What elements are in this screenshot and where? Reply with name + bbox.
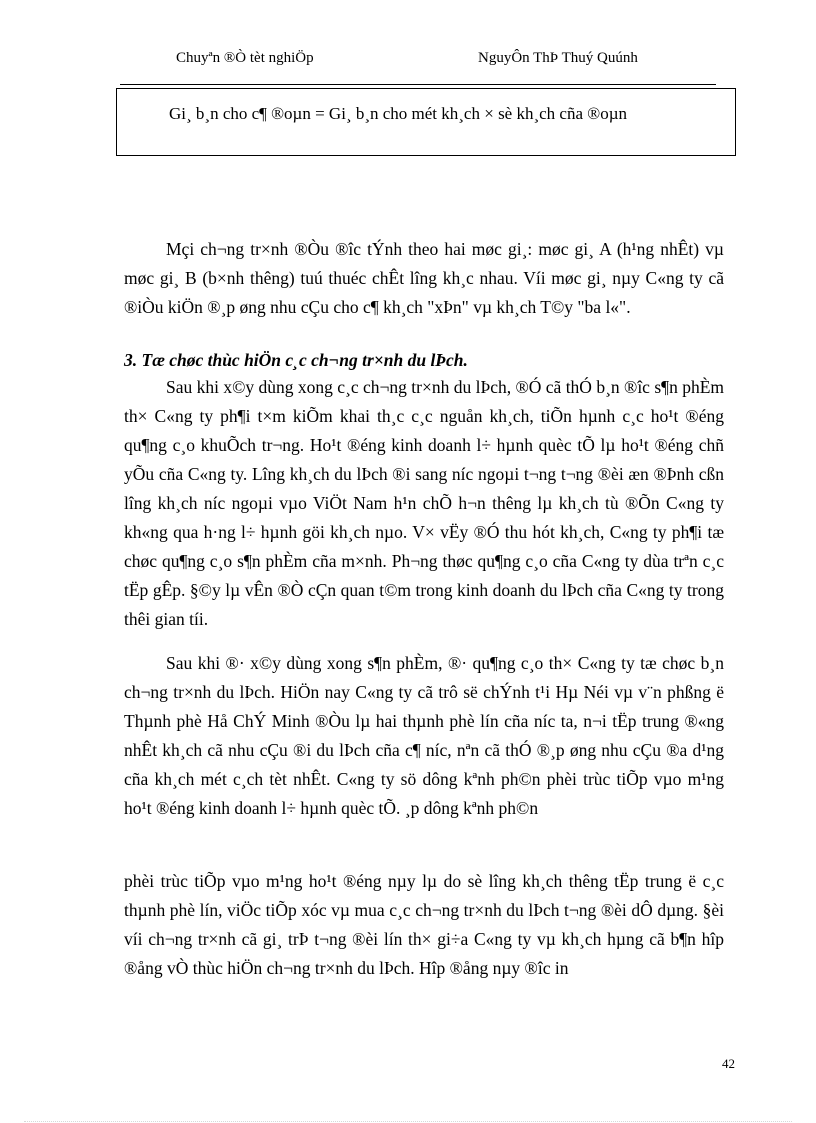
paragraph-4-text: phèi trùc tiÕp vµo m¹ng ho¹t ®éng nµy lµ do sè lîng kh¸ch thêng tËp trung ë c¸c thµnh phè lín, viÖc tiÕp xóc vµ mua c¸c ch¬ng tr×nh du lÞch t¬ng ®èi dÔ dµng. §èi víi ch¬ng tr×nh cã gi¸ trÞ t¬ng ®èi lín th× gi÷a C«ng ty vµ kh¸ch hµng cã b¶n hîp ®ång vÒ thùc hiÖn ch¬ng tr×nh du lÞch. Hîp ®ång nµy ®îc in (124, 871, 724, 978)
page-number: 42 (722, 1056, 735, 1071)
paragraph-4 (124, 867, 724, 983)
paragraph-3-text: Sau khi ®· x©y dùng xong s¶n phÈm, ®· qu¶ng c¸o th× C«ng ty tæ chøc b¸n ch¬ng tr×nh du lÞch. HiÖn nay C«ng ty cã trô së chÝnh t¹i Hµ Néi vµ v¨n phßng ë Thµnh phè Hå ChÝ Minh ®Òu lµ hai thµnh phè lín cña níc ta, n¬i tËp trung ®«ng nhÊt kh¸ch cã nhu cÇu ®i du lÞch cña c¶ níc, nªn cã thÓ ®¸p øng nhu cÇu ®a d¹ng cña kh¸ch mét c¸ch tèt nhÊt. C«ng ty sö dông kªnh ph©n phèi trùc tiÕp vµo m¹ng ho¹t ®éng kinh doanh l÷ hµnh quèc tÕ. ¸p dông kªnh ph©n (124, 653, 724, 818)
footer-dotted-line (24, 1121, 792, 1122)
header-rule (120, 84, 716, 85)
paragraph-1 (124, 235, 724, 322)
page-header-left: Chuyªn ®Ò tèt nghiÖp (176, 50, 314, 66)
paragraph-1-text: Mçi ch¬ng tr×nh ®Òu ®îc tÝnh theo hai møc gi¸: møc gi¸ A (h¹ng nhÊt) vµ møc gi¸ B (b×nh thêng) tuú thuéc chÊt lîng kh¸c nhau. Víi møc gi¸ nµy C«ng ty cã ®iÒu kiÖn ®¸p øng nhu cÇu cho c¶ kh¸ch "xÞn" vµ kh¸ch T©y "ba l«". (124, 239, 724, 317)
page-header-right: NguyÔn ThÞ Thuý Quúnh (478, 50, 638, 66)
formula-box (116, 88, 736, 156)
formula-text: Gi¸ b¸n cho c¶ ®oµn = Gi¸ b¸n cho mét kh¸ch × sè kh¸ch cña ®oµn (169, 104, 627, 123)
section-heading: 3. Tæ chøc thùc hiÖn c¸c ch¬ng tr×nh du lÞch. (124, 350, 468, 370)
paragraph-3 (124, 649, 724, 823)
paragraph-2-text: Sau khi x©y dùng xong c¸c ch¬ng tr×nh du lÞch, ®Ó cã thÓ b¸n ®îc s¶n phÈm th× C«ng ty ph¶i t×m kiÕm khai th¸c c¸c nguån kh¸ch, tiÕn hµnh c¸c ho¹t ®éng qu¶ng c¸o khuÕch tr¬ng. Ho¹t ®éng kinh doanh l÷ hµnh quèc tÕ lµ ho¹t ®éng chñ yÕu cña C«ng ty. Lîng kh¸ch du lÞch ®i sang níc ngoµi t¬ng t¬ng ®èi æn ®Þnh cßn lîng kh¸ch níc ngoµi vµo ViÖt Nam h¹n chÕ h¬n thêng lµ kh¸ch tù ®Õn C«ng ty kh«ng qua h·ng l÷ hµnh göi kh¸ch nµo. V× vËy ®Ó thu hót kh¸ch, C«ng ty ph¶i tæ chøc qu¶ng c¸o s¶n phÈm cña m×nh. Ph¬ng thøc qu¶ng c¸o cña C«ng ty dùa trªn c¸c tËp gÊp. §©y lµ vÊn ®Ò cÇn quan t©m trong kinh doanh du lÞch cña C«ng ty trong thêi gian tíi. (124, 377, 724, 629)
paragraph-2 (124, 373, 724, 634)
